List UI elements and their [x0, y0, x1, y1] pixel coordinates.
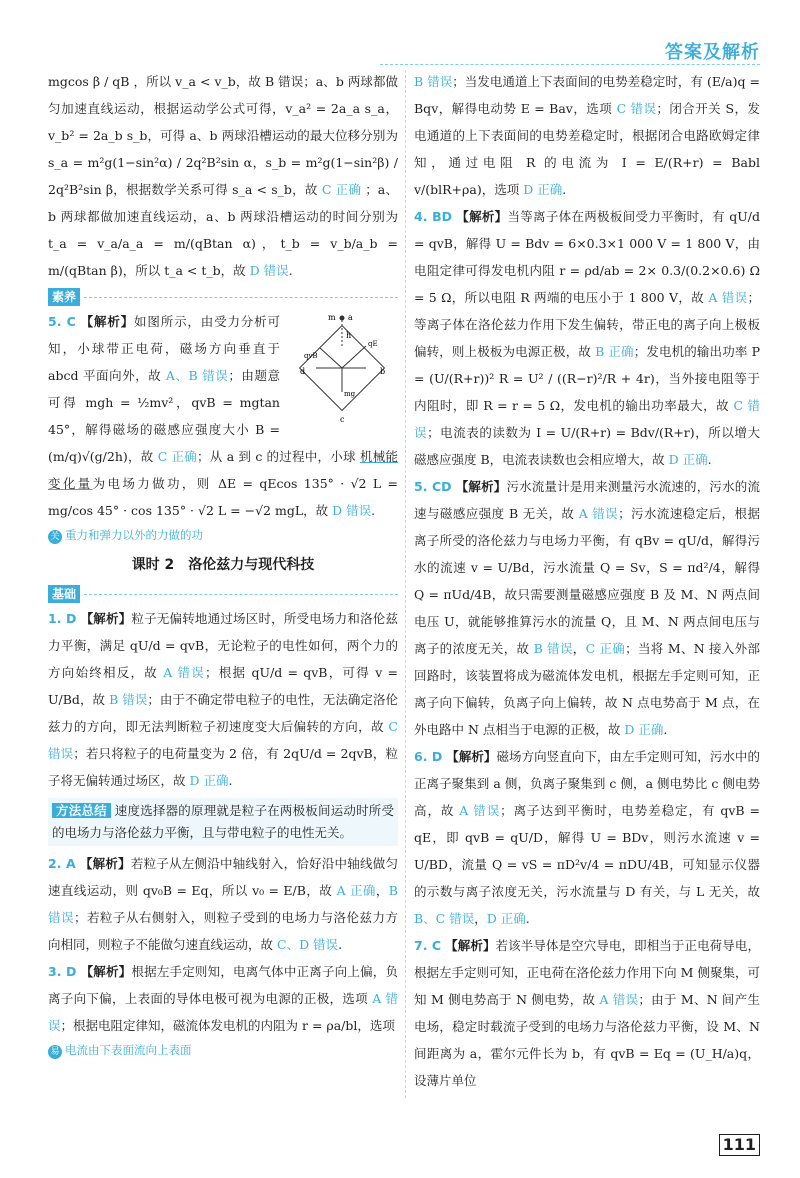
- answer-3-continued: B 错误；当发电通道上下表面间的电势差稳定时，有 (E/a)q = Bqv，解得电动势 E = Bav，选项 C 错误；闭合开关 S，发电通道的上下表面间的电势差稳定时，根据闭合电路欧姆定律知，通过电阻 R 的电流为 I = E/(R+r) = Babl v/(blR+ρa)，选项 D 正确.: [414, 74, 760, 197]
- answer-2: 2. A 【解析】若粒子从左侧沿中轴线射入，恰好沿中轴线做匀速直线运动，则 qv₀B = Eq，所以 v₀ = E/B，故 A 正确，B 错误；若粒子从右侧射入，则粒子受到的电场力与洛伦兹力方向相同，则粒子不能做匀速直线运动，故 C、D 错误.: [48, 856, 398, 952]
- section-badge: 素养: [48, 288, 80, 306]
- method-summary-tag: 方法总结: [52, 803, 111, 818]
- svg-text:b: b: [380, 367, 386, 376]
- section-jichu: [48, 585, 398, 603]
- trap-point-icon: 易: [48, 1045, 62, 1059]
- answer-5-cd: 5. CD 【解析】污水流量计是用来测量污水流速的，污水的流速与磁感应强度 B 无关，故 A 错误；污水流速稳定后，根据离子所受的洛伦兹力与电场力平衡，有 qBv = qU/d，解得污水的流速 v = U/Bd，污水流量 Q = Sv，S = πd²/4，解得 Q = πUd/4B，故只需要测量磁感应强度 B 及 M、N 两点间电压 U，就能够推算污水的流量 Q，且 M、N 两点间电压与离子的浓度无关，故 B 错误，C 正确；当将 M、N 接入外部回路时，该装置将成为磁流体发电机，根据左手定则可知，正离子向下偏转，负离子向上偏转，故 N 点电势高于 M 点，在外电路中 N 点相当于电源的正极，故 D 正确.: [414, 479, 760, 737]
- answer-3: 3. D 【解析】根据左手定则知，电离气体中正离子向上偏，负离子向下偏，上表面的导体电极可视为电源的正极，选项 A 错误；根据电阻定律知，磁流体发电机的内阻为 r = ρa/bl，选项: [48, 964, 398, 1033]
- svg-text:m: m: [328, 313, 336, 322]
- svg-text:qE: qE: [368, 340, 378, 348]
- key-point-icon: 关: [48, 530, 62, 544]
- svg-text:a: a: [348, 313, 353, 322]
- section-suyang: [48, 288, 398, 306]
- section-badge: 基础: [48, 585, 80, 603]
- left-column: [48, 68, 398, 1061]
- svg-text:c: c: [340, 415, 345, 424]
- answer-7: 7. C 【解析】若该半导体是空穴导电，即相当于正电荷导电，根据左手定则可知，正电荷在洛伦兹力作用下向 M 侧聚集，可知 M 侧电势高于 N 侧电势，故 A 错误；由于 M、N 间产生电场，稳定时载流子受到的电场力与洛伦兹力平衡，设 M、N 间距离为 a，霍尔元件长为 b，有 qvB = Eq = (U_H/a)q，设薄片单位: [414, 938, 760, 1088]
- answer-6: 6. D 【解析】磁场方向竖直向下，由左手定则可知，污水中的正离子聚集到 a 侧，负离子聚集到 c 侧，a 侧电势比 c 侧电势高，故 A 错误；离子达到平衡时，电势差稳定，有 qvB = qE，即 qvB = qU/D，解得 U = BDv，则污水流速 v = U/BD，流量 Q = vS = πD²v/4 = πDU/4B，可知显示仪器的示数与离子浓度无关，污水流量与 D 有关，与 L 无关，故 B、C 错误，D 正确.: [414, 749, 760, 926]
- page-header-title: 答案及解析: [665, 42, 760, 63]
- trap-point-note: 易 电流由下表面流向上表面: [48, 1039, 398, 1061]
- force-diagram-icon: [286, 308, 398, 428]
- svg-text:mg: mg: [344, 390, 356, 398]
- right-column: [414, 68, 760, 1094]
- method-summary-box: 方法总结 速度选择器的原理就是粒子在两极板间运动时所受的电场力与洛伦兹力平衡，且与带电粒子的电性无关。: [48, 798, 398, 846]
- underlined-term: 机械能变化量: [48, 449, 398, 491]
- header-rule: [380, 64, 760, 65]
- prev-answer-continuation: mgcos β / qB ，所以 v_a < v_b，故 B 错误；a、b 两球都做匀加速直线运动，根据运动学公式可得，v_a² = 2a_a s_a，v_b² = 2a_b s_b，可得 a、b 两球沿槽运动的最大位移分别为 s_a = m²g(1−sin²α) / 2q²B²sin α，s_b = m²g(1−sin²β) / 2q²B²sin β，根据数学关系可得 s_a < s_b，故 C 正确 ；a、b 两球都做加速直线运动，a、b 两球沿槽运动的时间分别为 t_a = v_a/a_a = m/(qBtan α)，t_b = v_b/a_b = m/(qBtan β)，所以 t_a < t_b，故 D 错误.: [48, 74, 398, 278]
- svg-text:d: d: [300, 367, 306, 376]
- answer-1: 1. D 【解析】粒子无偏转地通过场区时，所受电场力和洛伦兹力平衡，满足 qU/d = qvB，无论粒子的电性如何，两个力的方向始终相反，故 A 错误；根据 qU/d = qvB，可得 v = U/Bd，故 B 错误；由于不确定带电粒子的电性，无法确定洛伦兹力的方向，即无法判断粒子初速度变大后偏转的方向，故 C 错误；若只将粒子的电荷量变为 2 倍，有 2qU/d = 2qvB，粒子将无偏转通过场区，故 D 正确.: [48, 611, 398, 788]
- column-divider: [405, 70, 406, 1098]
- answer-5: m a h qE qvB mg d b c 5. C 【解析】如图所示，由受力分析可知，小球带正电荷，磁场方向垂直于 abcd 平面向外，故 A、B 错误；由题意可得 mgh = ½mv²，qvB = mgtan 45°，解得磁场的磁感应强度大小 B = (m/q)√(g/2h)，故 C 正确；从 a 到 c 的过程中，小球 机械能变化量为电场力做功，则 ΔE = qEcos 135° · √2 L = mg/cos 45° · cos 135° · √2 L = −√2 mgL，故 D 错误.: [48, 308, 398, 524]
- svg-text:h: h: [346, 331, 352, 340]
- lesson-title: 课时 2 洛伦兹力与现代科技: [131, 557, 315, 573]
- svg-text:qvB: qvB: [304, 352, 318, 360]
- answer-4: 4. BD 【解析】当等离子体在两极板间受力平衡时，有 qU/d = qvB，解得 U = Bdv = 6×0.3×1 000 V = 1 800 V，由电阻定律可得发电机内阻 r = ρd/ab = 2× 0.3/(0.2×0.6) Ω = 5 Ω，所以电阻 R 两端的电压小于 1 800 V，故 A 错误；等离子体在洛伦兹力作用下发生偏转，带正电的离子向上极板偏转，则上极板为电源正极，故 B 正确；发电机的输出功率 P = (U/(R+r))² R = U² / ((R−r)²/R + 4r)，当外接电阻等于内阻时，即 R = r = 5 Ω，发电机的输出功率最大，故 C 错误；电流表的读数为 I = U/(R+r) = Bdv/(R+r)，所以增大磁感应强度 B，电流表读数也会相应增大，故 D 正确.: [414, 209, 760, 467]
- page-number: 111: [719, 1134, 760, 1156]
- key-point-note: 关 重力和弹力以外的力做的功: [48, 524, 398, 546]
